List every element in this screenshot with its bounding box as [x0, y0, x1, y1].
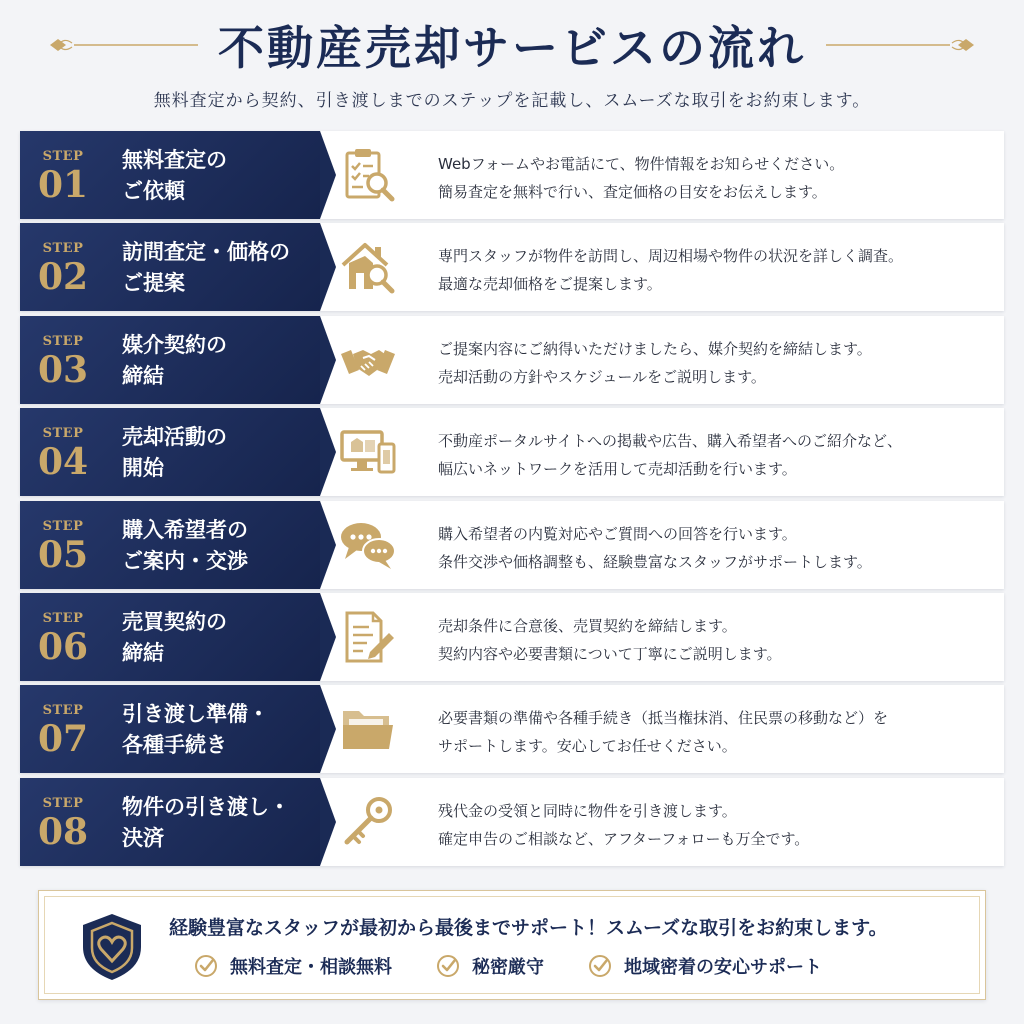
- check-circle-icon: [588, 954, 612, 978]
- step-arrow: [320, 408, 336, 496]
- step-description-line: ご提案内容にご納得いただけましたら、媒介契約を締結します。: [438, 339, 872, 358]
- step-description: [438, 520, 998, 576]
- house-search-icon: [338, 239, 398, 295]
- step-description: [438, 242, 998, 298]
- step-description-line: 条件交渉や価格調整も、経験豊富なスタッフがサポートします。: [438, 552, 872, 571]
- step-description-line: 不動産ポータルサイトへの掲載や広告、購入希望者へのご紹介など、: [438, 432, 902, 451]
- step-description-line: 必要書類の準備や各種手続き（抵当権抹消、住民票の移動など）を: [438, 709, 889, 728]
- step-arrow: [320, 501, 336, 589]
- clipboard-search-icon: [338, 147, 398, 203]
- step-label-panel: [20, 593, 320, 681]
- page-header: [0, 0, 1024, 125]
- step-number: 01: [37, 164, 89, 206]
- step-title-line: 媒介契約の: [122, 332, 227, 357]
- step-number: 04: [37, 441, 89, 484]
- step-label-panel: [20, 685, 320, 773]
- check-circle-icon: [194, 954, 218, 978]
- monitor-phone-icon: [338, 424, 398, 480]
- step-number: 08: [37, 810, 89, 853]
- step-number: 06: [37, 625, 89, 668]
- step-row: [20, 778, 1004, 866]
- step-number: 03: [37, 348, 89, 391]
- folder-icon: [338, 701, 398, 757]
- step-title-line: ご提案: [122, 271, 185, 296]
- title-row: [0, 10, 1024, 80]
- step-number: 02: [37, 256, 89, 299]
- step-arrow: [320, 223, 336, 311]
- step-number: 05: [37, 533, 89, 576]
- step-word: STEP: [42, 610, 84, 626]
- step-word: STEP: [42, 703, 84, 719]
- step-label-panel: [20, 778, 320, 866]
- step-row: [20, 685, 1004, 773]
- step-word: STEP: [42, 518, 84, 534]
- footer-check-item: [194, 953, 392, 979]
- footer-checks: [194, 951, 954, 981]
- step-description-line: 購入希望者の内覧対応やご質問への回答を行います。: [438, 524, 797, 543]
- step-title-line: 締結: [122, 640, 164, 665]
- step-title-line: ご案内・交渉: [122, 548, 248, 573]
- footer-check-item: [588, 953, 822, 979]
- step-title: [122, 145, 322, 207]
- step-word: STEP: [42, 795, 84, 811]
- step-label-panel: [20, 501, 320, 589]
- step-description-line: 残代金の受領と同時に物件を引き渡します。: [438, 801, 737, 820]
- step-title-line: 無料査定の: [122, 148, 227, 172]
- step-row: [20, 316, 1004, 404]
- step-title-line: 物件の引き渡し・: [122, 794, 290, 819]
- step-description-line: 契約内容や必要書類について丁寧にご説明します。: [438, 644, 782, 663]
- step-word: STEP: [42, 426, 84, 442]
- step-label-panel: [20, 408, 320, 496]
- step-title: [122, 792, 322, 854]
- step-row: [20, 223, 1004, 311]
- step-description: [438, 335, 998, 391]
- step-row: [20, 408, 1004, 496]
- step-description: [438, 797, 998, 853]
- step-title: [122, 330, 322, 392]
- step-arrow: [320, 685, 336, 773]
- step-title-line: 開始: [122, 456, 164, 481]
- footer-check-label: 無料査定・相談無料: [230, 957, 392, 978]
- step-word: STEP: [42, 241, 84, 257]
- step-title-line: 売却活動の: [122, 425, 227, 450]
- step-title: [122, 607, 322, 669]
- shield-heart-icon: [77, 911, 147, 983]
- step-description-line: サポートします。安心してお任せください。: [438, 737, 737, 756]
- step-arrow: [320, 593, 336, 681]
- step-word: STEP: [42, 149, 84, 164]
- step-title: [122, 515, 322, 577]
- left-ornament: [48, 35, 200, 55]
- step-title-line: 決済: [122, 825, 164, 850]
- step-description-line: Webフォームやお電話にて、物件情報をお知らせください。: [438, 155, 845, 173]
- step-description-line: 売却条件に合意後、売買契約を締結します。: [438, 616, 737, 635]
- step-arrow: [320, 131, 336, 219]
- step-title-line: ご依頼: [122, 179, 185, 203]
- step-title-line: 購入希望者の: [122, 517, 248, 542]
- step-description: [438, 427, 998, 483]
- step-description: [438, 704, 998, 760]
- step-title-line: 売買契約の: [122, 609, 227, 634]
- step-description: [438, 612, 998, 668]
- footer-check-label: 秘密厳守: [472, 957, 544, 978]
- step-label-panel: [20, 316, 320, 404]
- chat-bubbles-icon: [338, 517, 398, 573]
- step-title: [122, 422, 322, 484]
- step-title: [122, 699, 322, 761]
- key-icon: [338, 794, 398, 850]
- step-title-line: 引き渡し準備・: [122, 702, 269, 727]
- footer-banner: [38, 890, 986, 1000]
- step-description-line: 確定申告のご相談など、アフターフォローも万全です。: [438, 829, 810, 848]
- step-description-line: 簡易査定を無料で行い、査定価格の目安をお伝えします。: [438, 183, 827, 201]
- footer-message: 経験豊富なスタッフが最初から最後までサポート！スムーズな取引をお約束します。: [169, 917, 888, 939]
- step-description-line: 売却活動の方針やスケジュールをご説明します。: [438, 367, 766, 386]
- step-label-panel: [20, 223, 320, 311]
- step-row: [20, 593, 1004, 681]
- document-pen-icon: [338, 609, 398, 665]
- step-title-line: 締結: [122, 363, 164, 388]
- page-subtitle: 無料査定から契約、引き渡しまでのステップを記載し、スムーズな取引をお約束します。: [153, 91, 871, 111]
- step-description-line: 最適な売却価格をご提案します。: [438, 275, 662, 294]
- step-number: 07: [37, 718, 89, 761]
- step-word: STEP: [42, 333, 84, 349]
- step-row: [20, 131, 1004, 219]
- step-title: [122, 237, 322, 299]
- check-circle-icon: [436, 954, 460, 978]
- step-description-line: 専門スタッフが物件を訪問し、周辺相場や物件の状況を詳しく調査。: [438, 247, 904, 266]
- handshake-icon: [338, 332, 398, 388]
- step-description-line: 幅広いネットワークを活用して売却活動を行います。: [438, 460, 797, 479]
- step-title-line: 各種手続き: [122, 733, 227, 758]
- step-description: [438, 150, 998, 206]
- step-label-panel: [20, 131, 320, 219]
- footer-check-item: [436, 953, 544, 979]
- step-arrow: [320, 778, 336, 866]
- page-title: 不動産売却サービスの流れ: [218, 21, 806, 75]
- step-arrow: [320, 316, 336, 404]
- steps-list: [20, 131, 1004, 870]
- step-title-line: 訪問査定・価格の: [122, 240, 290, 265]
- step-row: [20, 501, 1004, 589]
- right-ornament: [824, 35, 976, 55]
- footer-check-label: 地域密着の安心サポート: [624, 957, 822, 978]
